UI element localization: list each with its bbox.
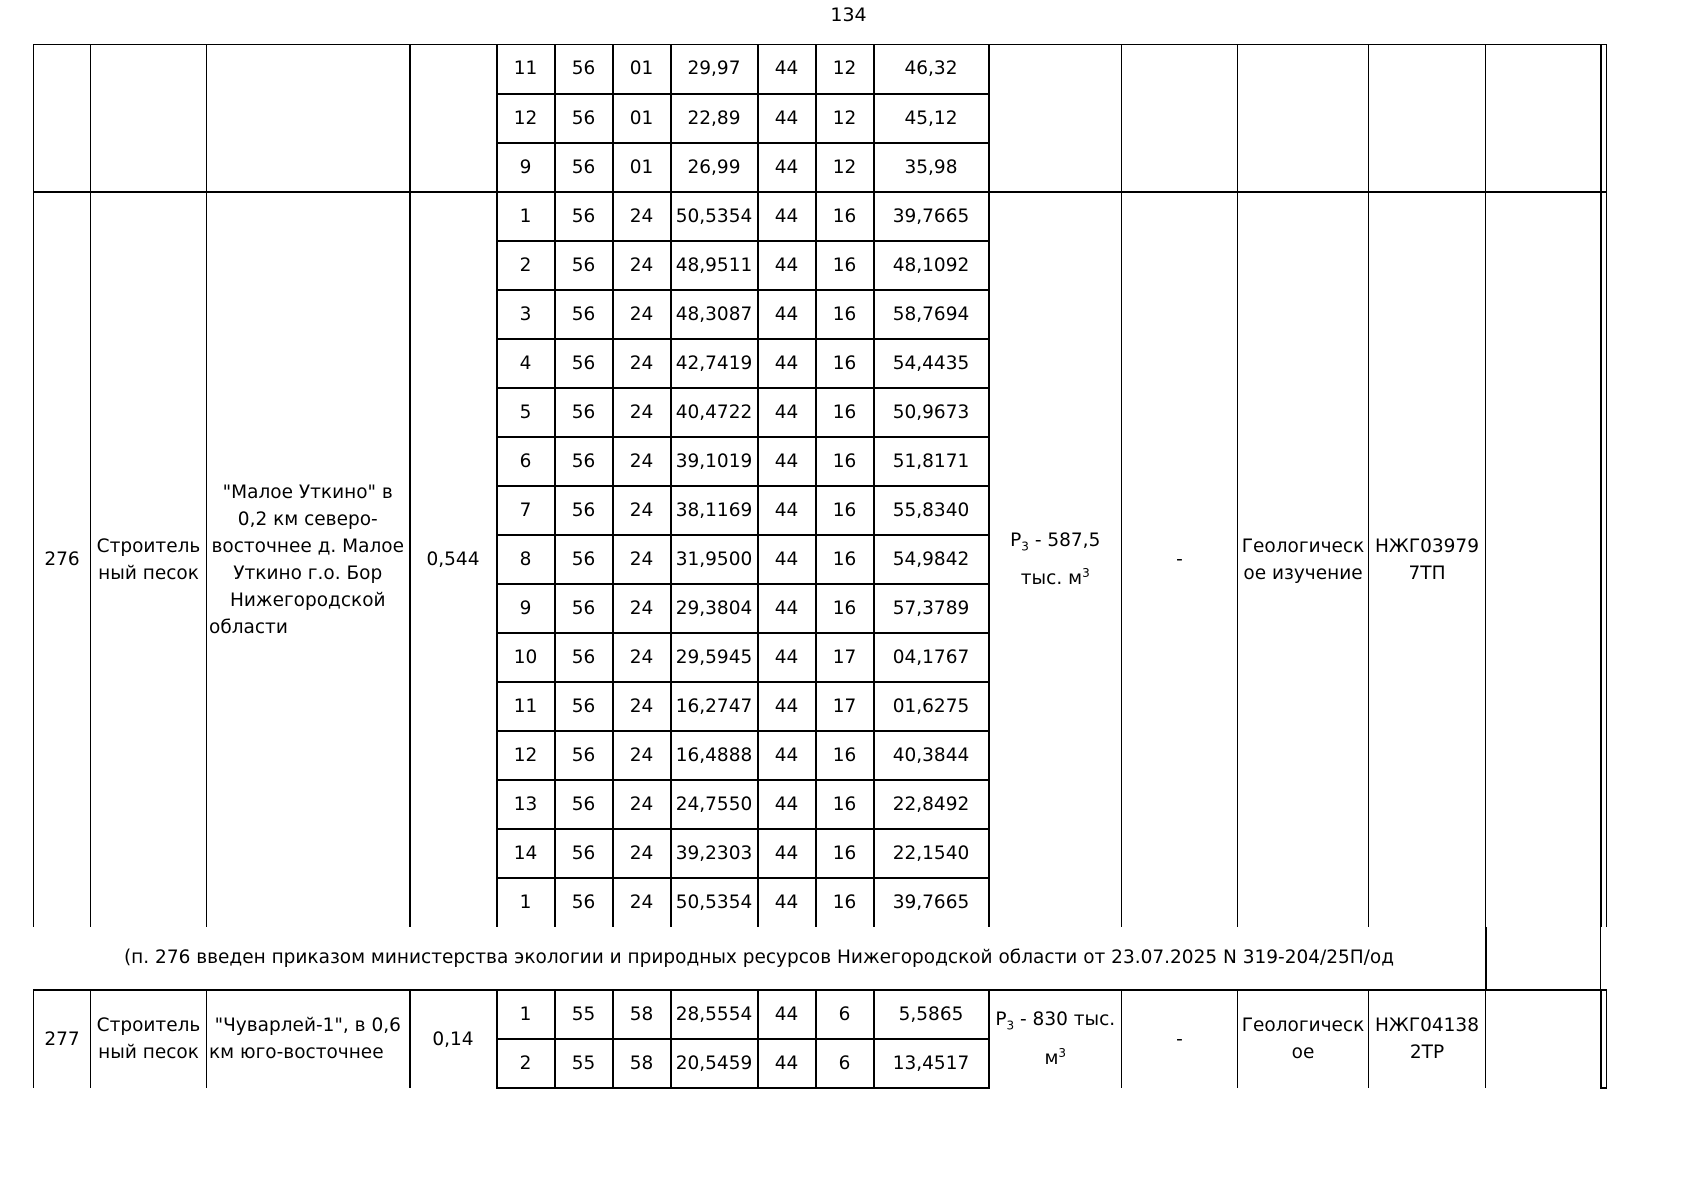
mineral-cell	[91, 45, 207, 192]
reserves-value: -	[1122, 192, 1238, 927]
coord-cell: 55	[555, 1039, 613, 1088]
coord-cell: 56	[555, 878, 613, 927]
coord-cell: 5	[497, 388, 555, 437]
coord-cell: 13	[497, 780, 555, 829]
coord-cell: 50,5354	[671, 878, 758, 927]
coord-cell: 44	[758, 731, 816, 780]
coord-cell: 56	[555, 45, 613, 94]
coord-cell: 56	[555, 143, 613, 192]
coord-cell: 44	[758, 990, 816, 1039]
coord-cell: 16	[816, 192, 874, 241]
coord-cell: 29,97	[671, 45, 758, 94]
coord-cell: 31,9500	[671, 535, 758, 584]
coord-cell: 44	[758, 878, 816, 927]
coord-cell: 40,3844	[874, 731, 989, 780]
coord-cell: 22,89	[671, 94, 758, 143]
coord-cell: 16,4888	[671, 731, 758, 780]
extra-cell	[1601, 990, 1607, 1088]
coord-cell: 9	[497, 584, 555, 633]
coord-cell: 44	[758, 192, 816, 241]
coord-cell: 16	[816, 486, 874, 535]
coord-cell: 55,8340	[874, 486, 989, 535]
coord-cell: 44	[758, 143, 816, 192]
coord-cell: 56	[555, 437, 613, 486]
table-row	[34, 192, 1607, 241]
mineral-type: Строитель ный песок	[91, 192, 207, 927]
coord-cell: 46,32	[874, 45, 989, 94]
resources-prefix: P	[1010, 529, 1022, 551]
coord-cell: 26,99	[671, 143, 758, 192]
page-number: 134	[830, 4, 867, 26]
resources-superscript: 3	[1082, 566, 1090, 581]
coord-cell: 11	[497, 682, 555, 731]
resources-subscript: 3	[1006, 1018, 1015, 1033]
coord-cell: 16	[816, 878, 874, 927]
coord-cell: 2	[497, 241, 555, 290]
coord-cell: 24	[613, 437, 671, 486]
coord-cell: 10	[497, 633, 555, 682]
coord-cell: 44	[758, 241, 816, 290]
coord-cell: 44	[758, 437, 816, 486]
coord-cell: 39,7665	[874, 878, 989, 927]
coord-cell: 13,4517	[874, 1039, 989, 1088]
coord-cell: 11	[497, 45, 555, 94]
coord-cell: 48,9511	[671, 241, 758, 290]
coord-cell: 12	[816, 94, 874, 143]
coord-cell: 44	[758, 1039, 816, 1088]
coord-cell: 24	[613, 192, 671, 241]
coord-cell: 24	[613, 633, 671, 682]
notes-cell	[1486, 45, 1601, 192]
coord-cell: 44	[758, 94, 816, 143]
coord-cell: 17	[816, 633, 874, 682]
coord-cell: 7	[497, 486, 555, 535]
coord-cell: 16	[816, 241, 874, 290]
registry-table	[33, 44, 1607, 1089]
coord-cell: 16	[816, 829, 874, 878]
reserves-cell	[1122, 45, 1238, 192]
coord-cell: 24,7550	[671, 780, 758, 829]
coord-cell: 54,9842	[874, 535, 989, 584]
resources-text: - 830 тыс. м	[1014, 1009, 1116, 1069]
resources-prefix: P	[995, 1009, 1007, 1031]
coord-cell: 57,3789	[874, 584, 989, 633]
coord-cell: 51,8171	[874, 437, 989, 486]
coord-cell: 40,4722	[671, 388, 758, 437]
coord-cell: 16	[816, 535, 874, 584]
number-cell	[34, 45, 91, 192]
coord-cell: 24	[613, 878, 671, 927]
coord-cell: 24	[613, 486, 671, 535]
coord-cell: 24	[613, 682, 671, 731]
coord-cell: 39,1019	[671, 437, 758, 486]
license-number: НЖГ04138 2ТР	[1369, 990, 1486, 1088]
coord-cell: 50,9673	[874, 388, 989, 437]
coord-cell: 24	[613, 241, 671, 290]
coord-cell: 50,5354	[671, 192, 758, 241]
location-description: "Чуварлей-1", в 0,6 км юго-восточнее	[207, 990, 410, 1088]
coord-cell: 56	[555, 486, 613, 535]
resources-cell	[989, 192, 1122, 927]
coord-cell: 28,5554	[671, 990, 758, 1039]
coord-cell: 17	[816, 682, 874, 731]
coord-cell: 56	[555, 780, 613, 829]
coord-cell: 39,2303	[671, 829, 758, 878]
coord-cell: 45,12	[874, 94, 989, 143]
coord-cell: 12	[816, 143, 874, 192]
coord-cell: 24	[613, 829, 671, 878]
coord-cell: 44	[758, 780, 816, 829]
coord-cell: 58	[613, 990, 671, 1039]
coord-cell: 9	[497, 143, 555, 192]
coord-cell: 22,8492	[874, 780, 989, 829]
coord-cell: 24	[613, 535, 671, 584]
coord-cell: 42,7419	[671, 339, 758, 388]
coord-cell: 48,3087	[671, 290, 758, 339]
coord-cell: 6	[816, 990, 874, 1039]
coord-cell: 55	[555, 990, 613, 1039]
coord-cell: 6	[816, 1039, 874, 1088]
coord-cell: 22,1540	[874, 829, 989, 878]
coord-cell: 56	[555, 94, 613, 143]
coord-cell: 01,6275	[874, 682, 989, 731]
resources-subscript: 3	[1021, 539, 1029, 554]
coord-cell: 56	[555, 633, 613, 682]
coord-cell: 56	[555, 682, 613, 731]
coord-cell: 16,2747	[671, 682, 758, 731]
coord-cell: 58,7694	[874, 290, 989, 339]
coord-cell: 44	[758, 633, 816, 682]
entry-number: 277	[34, 990, 91, 1088]
coord-cell: 56	[555, 535, 613, 584]
coord-cell: 56	[555, 290, 613, 339]
coord-cell: 2	[497, 1039, 555, 1088]
extra-cell	[1486, 927, 1601, 990]
coord-cell: 56	[555, 584, 613, 633]
coord-cell: 38,1169	[671, 486, 758, 535]
coord-cell: 35,98	[874, 143, 989, 192]
coord-cell: 8	[497, 535, 555, 584]
coord-cell: 44	[758, 682, 816, 731]
notes-cell	[1486, 990, 1601, 1088]
coord-cell: 29,5945	[671, 633, 758, 682]
coord-cell: 44	[758, 829, 816, 878]
reserves-value: -	[1122, 990, 1238, 1088]
purpose-cell	[1238, 45, 1369, 192]
coord-cell: 56	[555, 829, 613, 878]
coord-cell: 16	[816, 388, 874, 437]
coord-cell: 56	[555, 731, 613, 780]
coord-cell: 24	[613, 388, 671, 437]
coord-cell: 14	[497, 829, 555, 878]
location-cell	[207, 45, 410, 192]
coord-cell: 20,5459	[671, 1039, 758, 1088]
coord-cell: 24	[613, 584, 671, 633]
coord-cell: 16	[816, 780, 874, 829]
table-row	[34, 45, 1607, 94]
coord-cell: 24	[613, 339, 671, 388]
resources-cell	[989, 990, 1122, 1088]
coord-cell: 12	[816, 45, 874, 94]
coord-cell: 12	[497, 731, 555, 780]
registry-table-body	[34, 45, 1607, 1088]
coord-cell: 12	[497, 94, 555, 143]
coord-cell: 01	[613, 45, 671, 94]
coord-cell: 44	[758, 584, 816, 633]
coord-cell: 16	[816, 731, 874, 780]
area-cell	[410, 45, 497, 192]
coord-cell: 56	[555, 339, 613, 388]
coord-cell: 56	[555, 388, 613, 437]
coord-cell: 1	[497, 878, 555, 927]
coord-cell: 48,1092	[874, 241, 989, 290]
area-value: 0,544	[410, 192, 497, 927]
coord-cell: 01	[613, 94, 671, 143]
extra-cell	[1601, 192, 1607, 927]
location-description: "Малое Уткино" в 0,2 км северо-восточнее д. Малое Уткино г.о. Бор Нижегородской области	[207, 192, 410, 927]
license-number: НЖГ03979 7ТП	[1369, 192, 1486, 927]
amendment-note: (п. 276 введен приказом министерства экологии и природных ресурсов Нижегородской области от 23.07.2025 N 319-204/25П/од	[123, 947, 1395, 968]
coord-cell: 4	[497, 339, 555, 388]
coord-cell: 24	[613, 731, 671, 780]
coord-cell: 04,1767	[874, 633, 989, 682]
mineral-type: Строитель ный песок	[91, 990, 207, 1088]
coord-cell: 1	[497, 990, 555, 1039]
coord-cell: 24	[613, 780, 671, 829]
coord-cell: 16	[816, 339, 874, 388]
coord-cell: 01	[613, 143, 671, 192]
coord-cell: 1	[497, 192, 555, 241]
coord-cell: 3	[497, 290, 555, 339]
coord-cell: 16	[816, 290, 874, 339]
coord-cell: 56	[555, 192, 613, 241]
coord-cell: 6	[497, 437, 555, 486]
license-cell	[1369, 45, 1486, 192]
coord-cell: 44	[758, 535, 816, 584]
resources-cell	[989, 45, 1122, 192]
purpose-value: Геологическ ое изучение	[1238, 192, 1369, 927]
coord-cell: 39,7665	[874, 192, 989, 241]
coord-cell: 16	[816, 437, 874, 486]
resources-superscript: 3	[1058, 1045, 1067, 1060]
area-value: 0,14	[410, 990, 497, 1088]
extra-cell	[1601, 45, 1607, 192]
purpose-value: Геологическ ое	[1238, 990, 1369, 1088]
coord-cell: 24	[613, 290, 671, 339]
resources-text: - 587,5 тыс. м	[1020, 529, 1101, 590]
coord-cell: 54,4435	[874, 339, 989, 388]
coord-cell: 44	[758, 339, 816, 388]
coord-cell: 16	[816, 584, 874, 633]
coord-cell: 29,3804	[671, 584, 758, 633]
coord-cell: 58	[613, 1039, 671, 1088]
coord-cell: 56	[555, 241, 613, 290]
coord-cell: 44	[758, 45, 816, 94]
coord-cell: 44	[758, 388, 816, 437]
coord-cell: 5,5865	[874, 990, 989, 1039]
table-row	[34, 990, 1607, 1039]
entry-number: 276	[34, 192, 91, 927]
coord-cell: 44	[758, 290, 816, 339]
amendment-note-row	[34, 927, 1607, 990]
coord-cell: 44	[758, 486, 816, 535]
notes-cell	[1486, 192, 1601, 927]
